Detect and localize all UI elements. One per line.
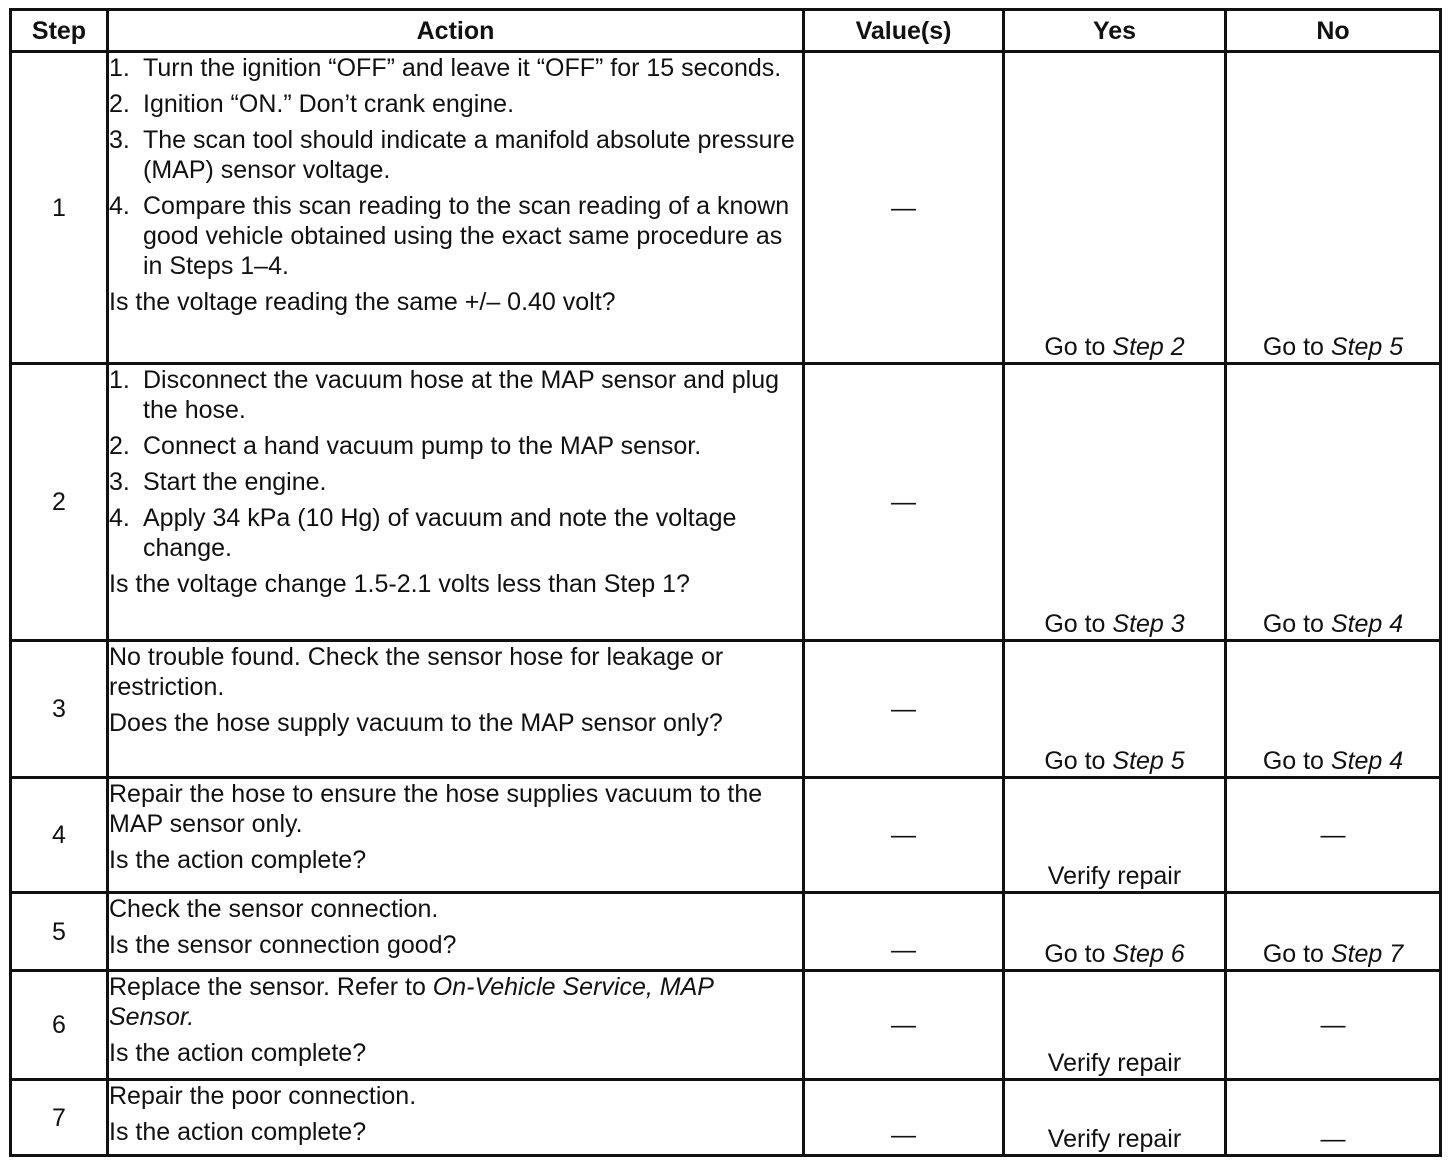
action-cell bbox=[108, 641, 804, 778]
action-cell bbox=[108, 778, 804, 893]
list-item-number: 1. bbox=[109, 54, 130, 82]
value-cell: — bbox=[804, 1080, 1004, 1156]
action-text: Repair the poor connection. bbox=[109, 1082, 417, 1110]
no-prefix: Go to bbox=[1262, 333, 1331, 361]
diagnostic-table bbox=[9, 8, 1442, 1157]
value-cell: — bbox=[804, 971, 1004, 1080]
no-prefix: Go to bbox=[1262, 610, 1331, 638]
yes-step-link: Step 5 bbox=[1112, 747, 1185, 775]
no-step-link: Step 4 bbox=[1330, 610, 1404, 638]
yes-step-link: Step 6 bbox=[1112, 940, 1185, 968]
action-question: Is the action complete? bbox=[109, 846, 367, 874]
list-item-number: 1. bbox=[109, 366, 130, 394]
yes-cell: Verify repair bbox=[1004, 778, 1226, 893]
value-cell: — bbox=[804, 778, 1004, 893]
step-number: 3 bbox=[11, 641, 108, 778]
list-item-number: 3. bbox=[109, 126, 130, 154]
list-item-number: 2. bbox=[109, 90, 130, 118]
no-step-link: Step 4 bbox=[1330, 747, 1404, 775]
yes-step-link: Step 2 bbox=[1112, 333, 1185, 361]
step-number: 6 bbox=[11, 971, 108, 1080]
step-number: 7 bbox=[11, 1080, 108, 1156]
list-item bbox=[109, 191, 802, 281]
list-item-text: Ignition “ON.” Don’t crank engine. bbox=[143, 90, 515, 118]
action-question: Is the voltage change 1.5-2.1 volts less than Step 1? bbox=[109, 570, 690, 598]
action-question: Is the voltage reading the same +/– 0.40 volt? bbox=[109, 288, 616, 316]
value-cell: — bbox=[804, 641, 1004, 778]
service-reference: On-Vehicle Service, MAP Sensor. bbox=[109, 973, 713, 1031]
yes-step-link: Step 3 bbox=[1112, 610, 1185, 638]
list-item bbox=[109, 365, 802, 425]
yes-cell bbox=[1004, 364, 1226, 641]
yes-cell: Verify repair bbox=[1004, 971, 1226, 1080]
action-text-prefix: Replace the sensor. Refer to bbox=[109, 973, 433, 1001]
list-item-text: Compare this scan reading to the scan reading of a known good vehicle obtained using the exact same procedure as in Steps 1–4. bbox=[143, 192, 790, 280]
table-row bbox=[11, 893, 1441, 971]
step-number: 1 bbox=[11, 52, 108, 364]
action-cell bbox=[108, 971, 804, 1080]
value-cell: — bbox=[804, 52, 1004, 364]
step-number: 4 bbox=[11, 778, 108, 893]
table-row bbox=[11, 1080, 1441, 1156]
table-row bbox=[11, 364, 1441, 641]
yes-cell bbox=[1004, 641, 1226, 778]
table-row bbox=[11, 52, 1441, 364]
yes-cell: Verify repair bbox=[1004, 1080, 1226, 1156]
action-list bbox=[109, 53, 802, 281]
no-prefix: Go to bbox=[1262, 940, 1331, 968]
table-row bbox=[11, 971, 1441, 1080]
table-row bbox=[11, 778, 1441, 893]
value-cell: — bbox=[804, 364, 1004, 641]
list-item-text: Apply 34 kPa (10 Hg) of vacuum and note the voltage change. bbox=[143, 504, 737, 562]
no-cell bbox=[1226, 52, 1441, 364]
action-cell bbox=[108, 364, 804, 641]
list-item-text: Disconnect the vacuum hose at the MAP sensor and plug the hose. bbox=[143, 366, 780, 424]
no-cell bbox=[1226, 641, 1441, 778]
list-item-text: Start the engine. bbox=[143, 468, 327, 496]
list-item bbox=[109, 89, 802, 119]
yes-prefix: Go to bbox=[1044, 747, 1113, 775]
action-text: Check the sensor connection. bbox=[109, 895, 439, 923]
list-item-number: 4. bbox=[109, 192, 130, 220]
list-item bbox=[109, 125, 802, 185]
list-item-number: 4. bbox=[109, 504, 130, 532]
action-text: No trouble found. Check the sensor hose for leakage or restriction. bbox=[109, 643, 724, 701]
action-question: Is the sensor connection good? bbox=[109, 931, 457, 959]
action-question: Is the action complete? bbox=[109, 1118, 367, 1146]
table-row bbox=[11, 641, 1441, 778]
header-values: Value(s) bbox=[804, 10, 1004, 52]
yes-cell bbox=[1004, 893, 1226, 971]
no-cell: — bbox=[1226, 778, 1441, 893]
action-list bbox=[109, 365, 802, 563]
yes-cell bbox=[1004, 52, 1226, 364]
no-prefix: Go to bbox=[1262, 747, 1331, 775]
list-item-text: Connect a hand vacuum pump to the MAP sensor. bbox=[143, 432, 702, 460]
no-step-link: Step 7 bbox=[1330, 940, 1404, 968]
value-cell: — bbox=[804, 893, 1004, 971]
header-yes: Yes bbox=[1004, 10, 1226, 52]
action-text bbox=[109, 972, 802, 1032]
no-cell bbox=[1226, 893, 1441, 971]
list-item-number: 2. bbox=[109, 432, 130, 460]
no-cell bbox=[1226, 364, 1441, 641]
list-item bbox=[109, 503, 802, 563]
yes-prefix: Go to bbox=[1044, 333, 1113, 361]
header-action: Action bbox=[108, 10, 804, 52]
no-cell: — bbox=[1226, 971, 1441, 1080]
list-item bbox=[109, 431, 802, 461]
action-text: Repair the hose to ensure the hose supplies vacuum to the MAP sensor only. bbox=[109, 780, 763, 838]
list-item-text: Turn the ignition “OFF” and leave it “OFF” for 15 seconds. bbox=[143, 54, 782, 82]
yes-prefix: Go to bbox=[1044, 610, 1113, 638]
step-number: 5 bbox=[11, 893, 108, 971]
step-number: 2 bbox=[11, 364, 108, 641]
action-cell bbox=[108, 893, 804, 971]
list-item bbox=[109, 53, 802, 83]
yes-prefix: Go to bbox=[1044, 940, 1113, 968]
action-cell bbox=[108, 1080, 804, 1156]
list-item bbox=[109, 467, 802, 497]
action-cell bbox=[108, 52, 804, 364]
no-step-link: Step 5 bbox=[1330, 333, 1404, 361]
header-row bbox=[11, 10, 1441, 52]
list-item-number: 3. bbox=[109, 468, 130, 496]
action-question: Does the hose supply vacuum to the MAP sensor only? bbox=[109, 709, 723, 737]
header-no: No bbox=[1226, 10, 1441, 52]
list-item-text: The scan tool should indicate a manifold absolute pressure (MAP) sensor voltage. bbox=[143, 126, 795, 184]
action-question: Is the action complete? bbox=[109, 1039, 367, 1067]
no-cell: — bbox=[1226, 1080, 1441, 1156]
header-step: Step bbox=[11, 10, 108, 52]
